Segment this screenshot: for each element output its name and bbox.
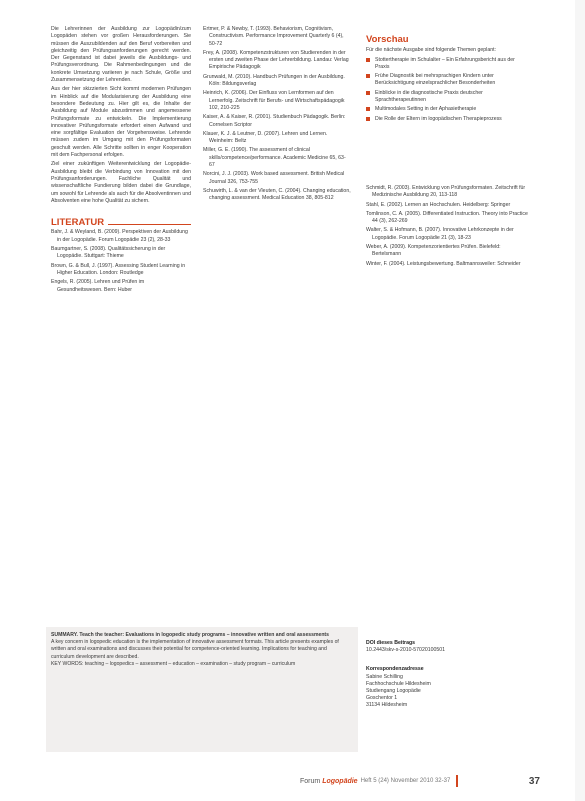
- bullet-icon: [366, 117, 370, 121]
- page-number: 37: [528, 775, 540, 787]
- reference-item: Ertmer, P. & Newby, T. (1993). Behaviorism, Cognitivism, Constructivism. Performance Improvement Quarterly 6 (4), 50-72: [203, 26, 344, 47]
- bullet-icon: [366, 74, 370, 78]
- reference-item: Heinrich, K. (2006). Der Einfluss von Lernformen auf den Lernerfolg. Zeitschrift für Berufs- und Wirtschaftspädagogik 102, 210-225: [203, 90, 345, 111]
- footer-issue: Heft 5 (24) November 2010 32-37: [360, 778, 451, 784]
- contact-line: Fachhochschule Hildesheim: [366, 680, 431, 687]
- vorschau-intro: Für die nächste Ausgabe sind folgende Themen geplant:: [366, 47, 496, 54]
- reference-item: Stahl, E. (2002). Lernen an Hochschulen. Heidelberg: Springer: [366, 201, 511, 208]
- doi-contact-block: [366, 640, 526, 710]
- vorschau-item-text: Frühe Diagnostik bei mehrsprachigen Kindern unter Berücksichtigung einzelsprachlicher Besonderheiten: [375, 73, 496, 87]
- summary-keywords: KEY WORDS: teaching – logopedics – assessment – education – examination – study program – curriculum: [51, 660, 296, 667]
- reference-item: Engels, R. (2005). Lehren und Prüfen im Gesundheitswesen. Bern: Huber: [51, 279, 145, 293]
- body-paragraph: Die Lehrerinnen der Ausbildung zur Logopädin/zum Logopäden stehen vor großen Herausforderungen. Sie müssen die Auszubildenden auf den Beruf vorbereiten und gleichzeitig den Prüfungsanforderungen gerecht werden. Der Gegenstand ist dabei jeweils die Ausbildungs- und Prüfungsverordnung. Die Rahmenbedingungen und die konkrete Umsetzung variieren je nach Schule, Größe und Zusammensetzung der Lehrenden.: [51, 26, 191, 84]
- literatur-heading: [51, 217, 191, 229]
- doi-heading: DOI dieses Beitrags: [366, 640, 416, 646]
- column-left: [51, 26, 191, 296]
- reference-item: Frey, A. (2008). Kompetenzstrukturen von Studierenden in der ersten und zweiten Phase der Lehrerbildung. Landau: Verlag Empirische Pädagogik: [203, 49, 349, 71]
- body-paragraph: Ziel einer zukünftigen Weiterentwicklung der Logopädie-Ausbildung bleibt die Verbindung von Innovation mit den Prüfungsanforderungen. Fachliche Qualität und wissenschaftliche Fundierung bilden dabei die Grundlage, um sowohl für Lehrende als auch für die Absolventinnen und Absolventen eine hohe Qualität zu sichern.: [51, 161, 191, 204]
- footer-divider: [456, 775, 458, 787]
- reference-item: Schmidt, R. (2003). Entwicklung von Prüfungsformaten. Zeitschrift für Medizinische Ausbildung 20, 113-118: [366, 184, 526, 199]
- reference-item: Tomlinson, C. A. (2005). Differentiated Instruction. Theory into Practice 44 (3), 262-269: [366, 210, 528, 225]
- body-paragraph: Aus der hier skizzierten Sicht kommt modernen Prüfungen im Hinblick auf die Modularisierung der Ausbildung eine besondere Bedeutung zu. Hier gilt es, die Inhalte der Ausbildung auf Module abzustimmen und angemessene Prüfungsformate zu entwickeln. Die Implementierung innovativer Prüfungsformate erfordert einen Aufwand und eine sorgfältige Evaluation der Vorgehensweise. Lehrende müssen zudem im Umgang mit den Prüfungsformaten geschult werden. Alle Schritte sollten in enger Kooperation mit dem Fachpersonal erfolgen.: [51, 86, 191, 159]
- bullet-icon: [366, 91, 370, 95]
- vorschau-item: [366, 106, 528, 113]
- contact-line: Studiengang Logopädie: [366, 688, 421, 695]
- reference-item: Winter, F. (2004). Leistungsbewertung. Baltmannsweiler: Schneider: [366, 260, 521, 267]
- vorschau-item-text: Die Rolle der Eltern im logopädischen Therapieprozess: [375, 115, 502, 122]
- summary: [51, 632, 351, 668]
- literatur-heading-text: LITERATUR: [51, 217, 105, 229]
- contact-heading: Korrespondenzadresse: [366, 666, 424, 673]
- vorschau-list: [366, 57, 528, 123]
- page-footer: [300, 774, 540, 788]
- reference-item: Walter, S. & Hofmann, B. (2007). Innovative Lehrkonzepte in der Logopädie. Forum Logopädie 21 (3), 18-23: [366, 227, 514, 241]
- page-edge-strip: [575, 0, 585, 801]
- reference-item: Norcini, J. J. (2003). Work based assessment. British Medical Journal 326, 753-755: [203, 171, 345, 185]
- vorschau-item-text: Multimodales Setting in der Aphasietherapie: [375, 106, 477, 113]
- reference-item: Weber, A. (2009). Kompetenzorientiertes Prüfen. Bielefeld: Bertelsmann: [366, 244, 501, 258]
- summary-title: SUMMARY. Teach the teacher: Evaluations in logopedic study programs – innovative written and oral assessments: [51, 632, 329, 638]
- reference-item: Klauer, K. J. & Leutner, D. (2007). Lehren und Lernen. Weinheim: Beltz: [203, 130, 328, 145]
- reference-item: Miller, G. E. (1990). The assessment of clinical skills/competence/performance. Academic Medicine 65, 63-67: [203, 147, 346, 169]
- summary-text: A key concern in logopedic education is the implementation of innovative assessment formats. This article presents examples of written and oral examinations and discusses their potential for competence-oriented learning. Implications for teaching and curriculum development are described.: [51, 639, 339, 660]
- spacer: [366, 654, 526, 666]
- reference-item: Baumgartner, S. (2008). Qualitätssicherung in der Logopädie. Stuttgart: Thieme: [51, 246, 166, 260]
- column-right: [366, 26, 528, 270]
- vorschau-item: [366, 73, 528, 88]
- vorschau-item: [366, 90, 528, 105]
- reference-item: Schuwirth, L. & van der Vleuten, C. (2004). Changing education, changing assessment. Medical Education 38, 805-812: [203, 187, 351, 202]
- spacer: [366, 125, 528, 185]
- footer-brand-prefix: Forum: [300, 777, 321, 785]
- contact-line: 31134 Hildesheim: [366, 702, 408, 709]
- reference-item: Bahr, J. & Weyland, B. (2009). Perspektiven der Ausbildung in der Logopädie. Forum Logopädie 23 (2), 28-33: [51, 229, 188, 243]
- bullet-icon: [366, 58, 370, 62]
- heading-rule: [108, 224, 191, 225]
- vorschau-item: [366, 116, 528, 123]
- reference-item: Grunwald, M. (2010). Handbuch Prüfungen in der Ausbildung. Köln: Bildungsverlag: [203, 73, 345, 88]
- doi-value: 10.2443/skv-s-2010-57020100501: [366, 647, 446, 654]
- bullet-icon: [366, 107, 370, 111]
- vorschau-item-text: Einblicke in die diagnostische Praxis deutscher Sprachtherapeutinnen: [375, 89, 483, 104]
- contact-line: Goschentor 1: [366, 695, 398, 702]
- footer-brand: [300, 778, 358, 785]
- vorschau-item: [366, 57, 528, 72]
- contact-line: Sabine Schilling: [366, 673, 403, 680]
- vorschau-item-text: Stottertherapie im Schulalter – Ein Erfahrungsbericht aus der Praxis: [375, 56, 515, 70]
- footer-brand-name: Logopädie: [322, 777, 358, 785]
- reference-item: Brown, G. & Bull, J. (1997). Assessing Student Learning in Higher Education. London: Routledge: [51, 262, 186, 276]
- vorschau-heading: Vorschau: [366, 34, 409, 45]
- reference-item: Kaiser, A. & Kaiser, R. (2001). Studienbuch Pädagogik. Berlin: Cornelsen Scriptor: [203, 114, 346, 128]
- column-middle: [203, 26, 351, 205]
